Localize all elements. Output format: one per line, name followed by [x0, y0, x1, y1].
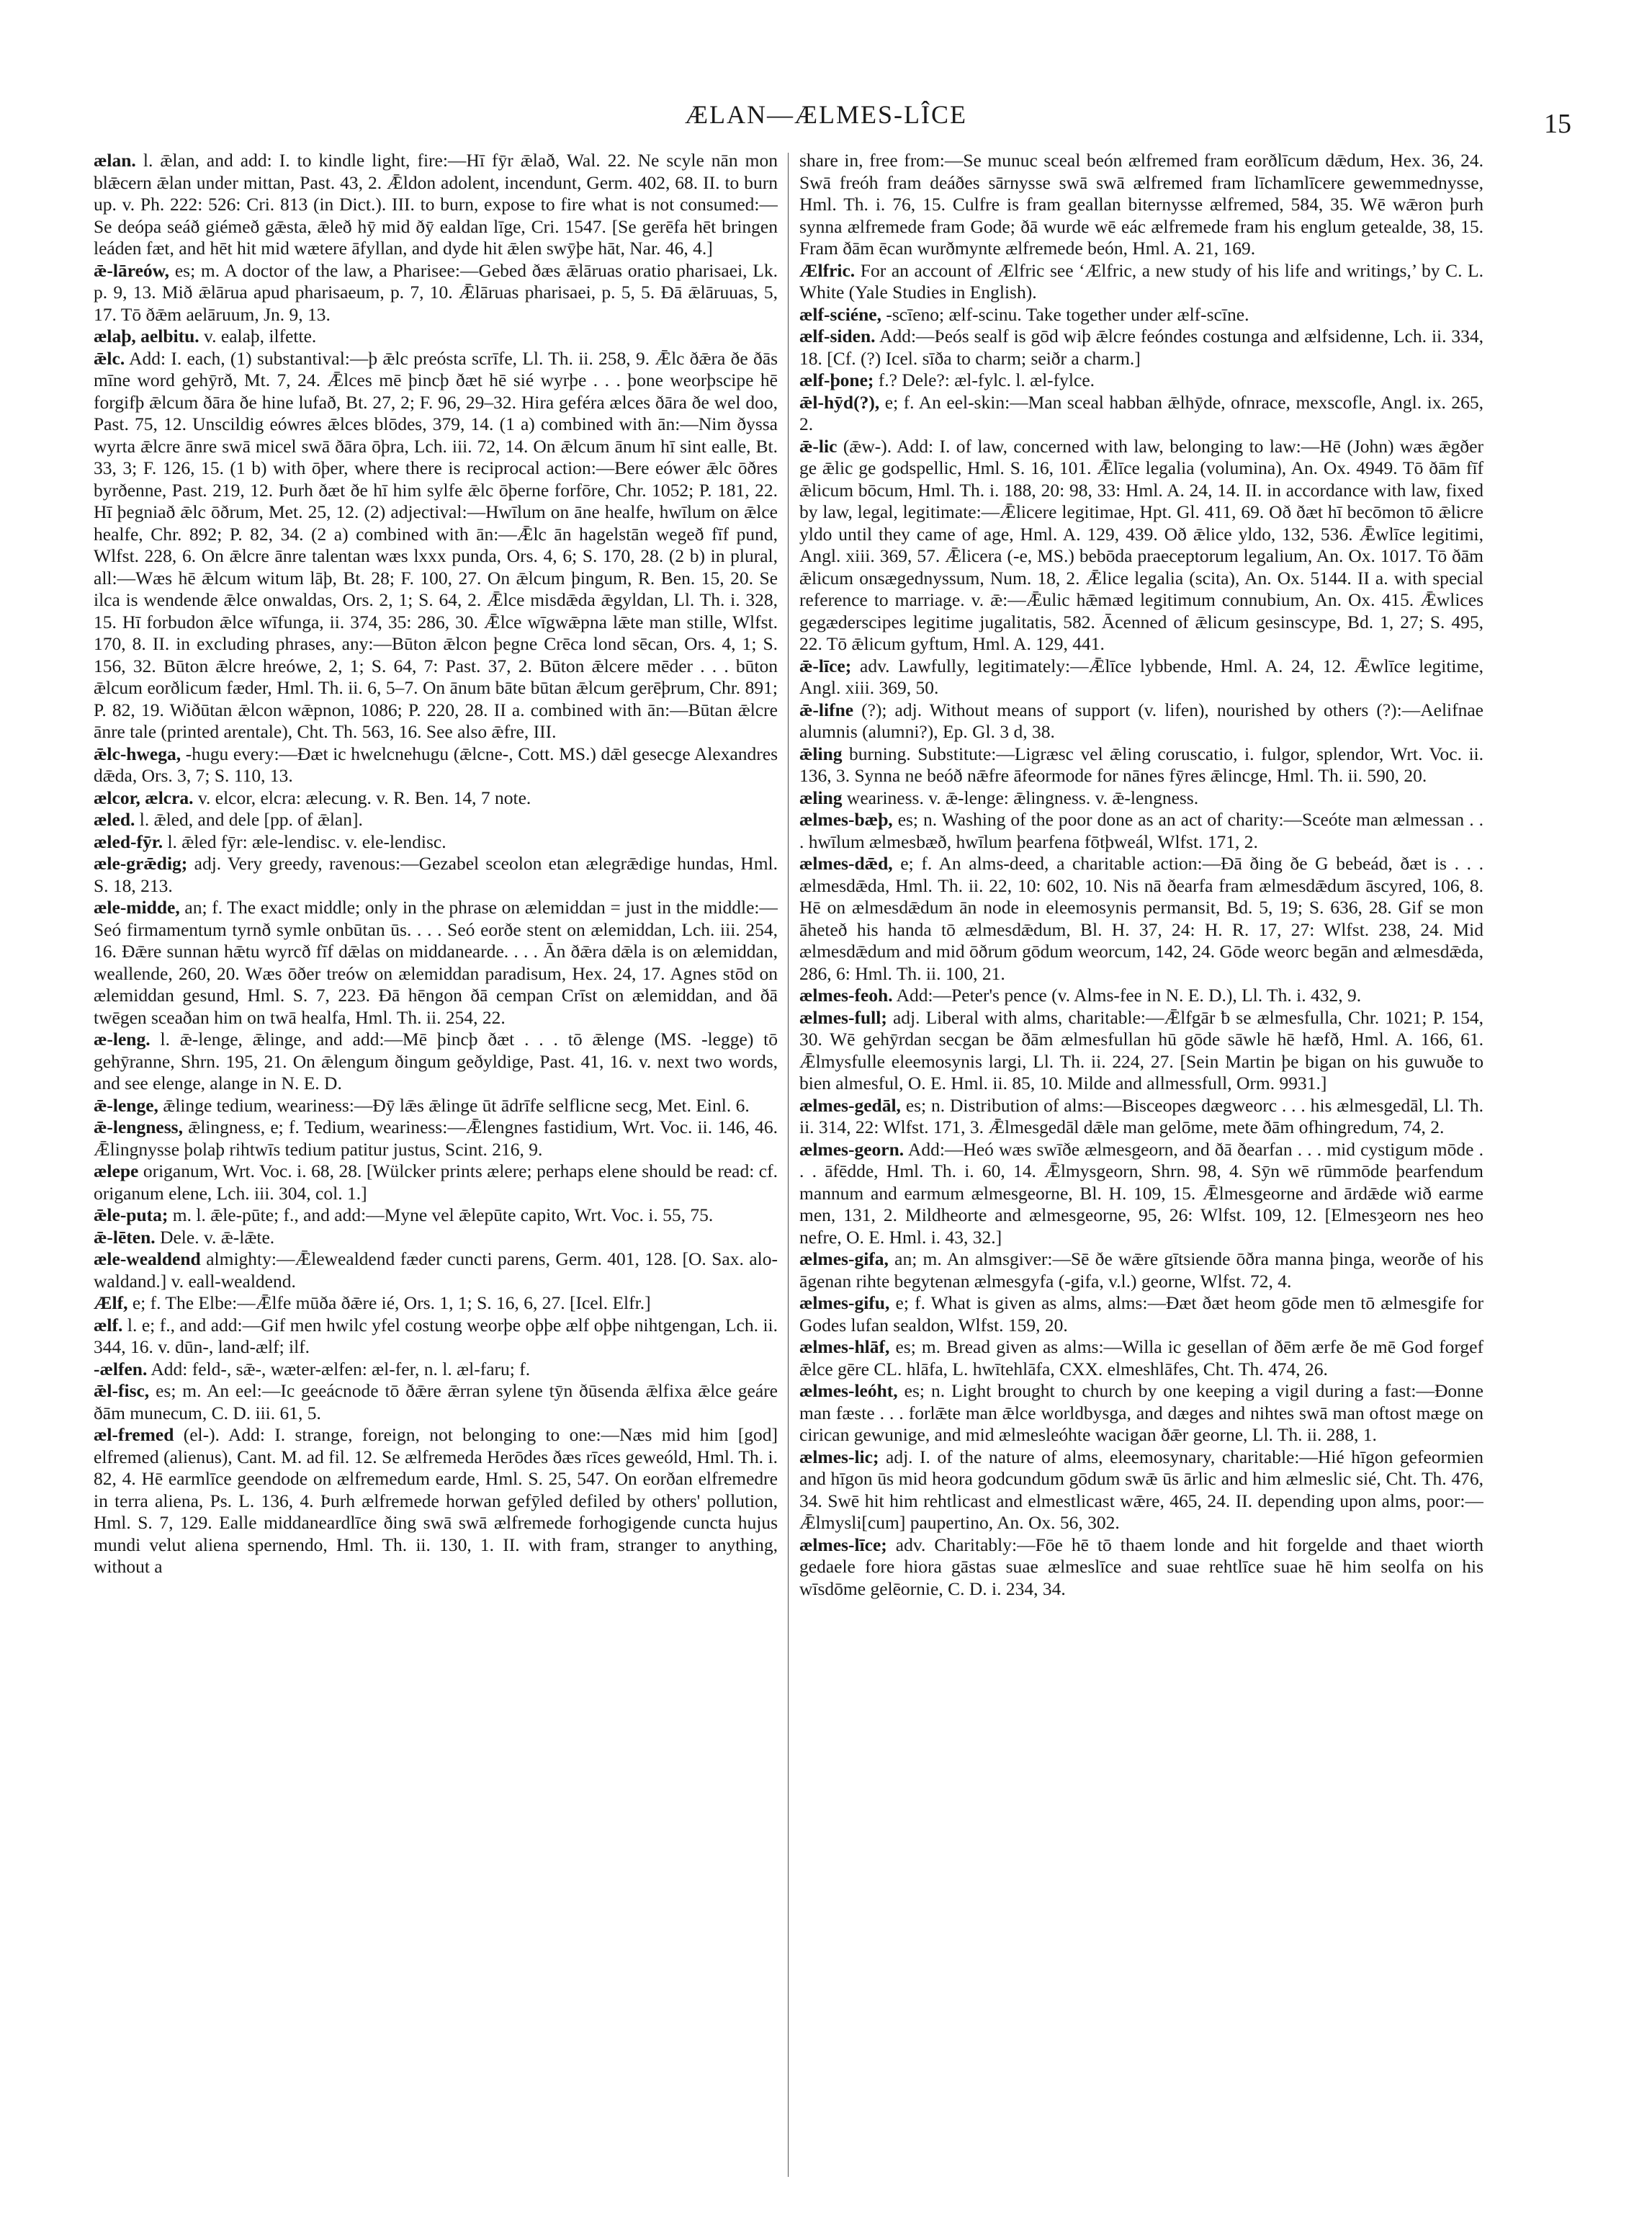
dictionary-entry: [94, 809, 778, 831]
entry-text: weariness. v. ǣ-lenge: ǣlingness. v. ǣ-lengness.: [846, 787, 1199, 808]
entry-headword: ælmes-leóht,: [799, 1380, 898, 1401]
dictionary-entry: [799, 304, 1483, 326]
entry-text: es; m. A doctor of the law, a Pharisee:—Gebed ðæs ǣlāruas oratio pharisaei, Lk. p. 9, 13. Mið ǣlārua apud pharisaeum, p. 7, 10. Ǣlāruas pharisaei, p. 5, 5. Ðā ǣlāruuas, 5, 17. Tō ðǣm aelāruum, Jn. 9, 13.: [94, 259, 778, 325]
entry-text: e; f. An eel-skin:—Man sceal habban ǣlhȳde, ofnrace, mexscofle, Angl. ix. 265, 2.: [799, 391, 1483, 434]
entry-text: Add:—Heó wæs swīðe ælmesgeorn, and ðā ðearfan . . . mid cystigum mōde . . . āfēdde, Hml. Th. i. 60, 14. Ǣlmysgeorn, Shrn. 98, 4. Sȳn wē rūmmōde þearfendum mannum and earmum ælmesgeorne, Bl. H. 109, 15. Ǣlmesgeorne and ārdǣde wið earme men, 131, 2. Mildheorte and ælmesgeorne, 95, 26: Wlfst. 109, 12. [Elmesȝeorn nes heo nefre, O. E. Hml. i. 43, 32.]: [799, 1138, 1483, 1248]
entry-headword: ǣ-lifne: [799, 699, 854, 720]
entry-text: Add:—Þeós sealf is gōd wiþ ǣlcre feóndes costunga and ælfsidenne, Lch. ii. 334, 18. [Cf. (?) Icel. sīða to charm; seiðr a charm.]: [799, 326, 1483, 369]
entry-text: (el-). Add: I. strange, foreign, not belonging to one:—Næs mid him [god] elfremed (alienus), Cant. M. ad fil. 12. Se ælfremeda Herōdes ðæs rīces geweóld, Hml. Th. i. 82, 4. Hē earmlīce geendode on ælfremedum earde, Hml. S. 25, 547. On eorðan elfremedre in terra aliena, Ps. L. 136, 4. Þurh ælfremede horwan gefȳled defiled by others' pollution, Hml. S. 7, 129. Ealle middaneardlīce ðing swā swā ælfremede forhogigende cuncta hujus mundi velut aliena spernendo, Hml. Th. ii. 130, 1. II. with fram, stranger to anything, without a: [94, 1424, 778, 1577]
entry-headword: æled-fȳr.: [94, 831, 163, 852]
entry-headword: ǣ-lāreów,: [94, 259, 170, 281]
dictionary-entry: [799, 1336, 1483, 1380]
dictionary-entry: [94, 1204, 778, 1227]
entry-text: l. ǣled, and dele [pp. of ǣlan].: [139, 809, 363, 830]
dictionary-entry: [799, 985, 1483, 1007]
dictionary-entry: [94, 150, 778, 260]
entry-headword: ælf-þone;: [799, 370, 874, 390]
entry-text: share in, free from:—Se munuc sceal beón ælfremed fram eorðlīcum dǣdum, Hex. 36, 24. Swā freóh fram deáðes sārnysse swā swā ælfremed fram līchamlīcere gewemmednysse, Hml. Th. i. 76, 15. Culfre is fram geallan biternysse ælfremed, 584, 35. Wē wǣron þurh synna ælfremede fram Gode; ðā wurde wē eác ælfremede fram his englum getealde, 38, 15. Fram ðām ēcan wurðmynte ælfremede beón, Hml. A. 21, 169.: [799, 150, 1483, 259]
entry-text: adv. Charitably:—Fōe hē tō thaem londe and hit forgelde and thaet wiorth gedaele fore hiora gāstas suae ælmeslīce and suae rehtlīce suae hē him seolfa on his wīsdōme gelēornie, C. D. i. 234, 34.: [799, 1534, 1483, 1599]
entry-text: es; n. Light brought to church by one keeping a vigil during a fast:—Ðonne man fæste . . . forlǣte man ǣlce worldbysga, and dæges and nihtes swā man oftost mæge on cirican gewunige, and mid ælmesleóhte wacigan ðǣr georne, Ll. Th. ii. 288, 1.: [799, 1380, 1483, 1445]
entry-text: v. ealaþ, ilfette.: [204, 326, 317, 346]
dictionary-entry: [94, 1359, 778, 1381]
dictionary-entry: [94, 1380, 778, 1424]
dictionary-entry: [799, 392, 1483, 436]
entry-text: e; f. An alms-deed, a charitable action:—Ðā ðing ðe G bebeád, ðæt is . . . ælmesdǣda, Hml. Th. ii. 22, 10: 602, 10. Nis nā ðearfa fram ælmesdǣdum āscyred, 106, 8. Hē on ælmesdǣdum ān node in eleemosynis permansit, Bd. 5, 19; S. 636, 28. Gif se mon āheteð his handa tō ælmesdǣdum, Bl. H. 37, 24: H. R. 17, 27: Wlfst. 238, 24. Mid ælmesdǣdum and mid ōðrum gōdum weorcum, 142, 24. Gōde weorc begān and ælmesdǣda, 286, 6: Hml. Th. ii. 100, 21.: [799, 853, 1483, 984]
dictionary-entry: [94, 260, 778, 326]
entry-text: Add:—Peter's pence (v. Alms-fee in N. E. D.), Ll. Th. i. 432, 9.: [896, 985, 1362, 1006]
entry-text: an; f. The exact middle; only in the phrase on ælemiddan = just in the middle:—Seó firmamentum tyrnð symle onbūtan ūs. . . . Seó eorðe stent on ælemiddan, Lch. iii. 254, 16. Ðǣre sunnan hǣtu wyrcð fīf dǣlas on middanearde. . . . Ān ðǣra dǣla is on ælemiddan, weallende, 260, 20. Wæs ōðer treów on ælemiddan paradisum, Hex. 24, 17. Agnes stōd on ælemiddan gesund, Hml. S. 7, 223. Ðā hēngon ðā cempan Crīst on ælemiddan, and ðā twēgen sceaðan him on twā healfa, Hml. Th. ii. 254, 22.: [94, 897, 778, 1028]
entry-headword: æle-midde,: [94, 897, 180, 918]
dictionary-entry: [799, 809, 1483, 853]
dictionary-entry: [799, 699, 1483, 743]
dictionary-entry: [799, 853, 1483, 985]
entry-headword: ælmes-feoh.: [799, 985, 893, 1006]
entry-headword: ælmes-gedāl,: [799, 1094, 901, 1116]
entry-text: l. ǣled fȳr: æle-lendisc. v. ele-lendisc.: [167, 831, 446, 852]
entry-headword: ǣlc-hwega,: [94, 743, 181, 764]
entry-headword: ælaþ, aelbitu.: [94, 326, 199, 346]
entry-headword: ǣ-lengness,: [94, 1117, 183, 1137]
entry-headword: ǣle-puta;: [94, 1204, 169, 1225]
entry-text: (?); adj. Without means of support (v. lifen), nourished by others (?):—Aelifnae alumnis (alumni?), Ep. Gl. 3 d, 38.: [799, 699, 1483, 742]
dictionary-entry: [94, 1117, 778, 1160]
entry-headword: ǣl-hȳd(?),: [799, 391, 880, 413]
dictionary-entry: [94, 1292, 778, 1315]
entry-headword: ǣling: [799, 743, 843, 764]
entry-text: For an account of Ælfric see ‘Ælfric, a new study of his life and writings,’ by C. L. White (Yale Studies in English).: [799, 259, 1483, 303]
dictionary-entry: [799, 1248, 1483, 1292]
dictionary-entry: [799, 1446, 1483, 1534]
entry-text: adv. Lawfully, legitimately:—Ǣlīce lybbende, Hml. A. 24, 12. Ǣwlīce legitime, Angl. xiii. 369, 50.: [799, 655, 1483, 698]
entry-headword: ǣ-lenge,: [94, 1094, 158, 1116]
dictionary-entry: [799, 326, 1483, 370]
entry-text: -hugu every:—Ðæt ic hwelcnehugu (ǣlcne-, Cott. MS.) dǣl gesecge Alexandres dǣda, Ors. 3, 7; S. 110, 13.: [94, 743, 778, 786]
dictionary-entry: [799, 656, 1483, 699]
entry-text: l. ǣlan, and add: I. to kindle light, fire:—Hī fȳr ǣlað, Wal. 22. Ne scyle nān mon blǣcern ǣlan under mittan, Past. 43, 2. Ǣldon adolent, incendunt, Germ. 402, 68. II. to burn up. v. Ph. 222: 526: Cri. 813 (in Dict.). III. to burn, expose to fire what is not consumed:—Se deópa seáð giémeð gǣsta, ǣleð hȳ mid ðȳ ealdan līge, Cri. 1547. [Se gerēfa hēt bringen leáden fæt, and hēt hit mid wætere āfyllan, and dyde hit ǣlen swȳþe hāt, Nar. 46, 4.]: [94, 150, 778, 259]
entry-text: Add: feld-, sǣ-, wæter-ælfen: æl-fer, n. l. æl-faru; f.: [151, 1358, 531, 1379]
entry-text: es; n. Distribution of alms:—Bisceopes dægweorc . . . his ælmesgedāl, Ll. Th. ii. 314, 22: Wlfst. 171, 3. Ǣlmesgedāl dǣle man gelōme, mete ðām ofhingredum, 74, 2.: [799, 1094, 1483, 1137]
entry-headword: Ælfric.: [799, 259, 856, 281]
entry-headword: ælcor, ælcra.: [94, 787, 194, 808]
entry-text: origanum, Wrt. Voc. i. 68, 28. [Wülcker prints ælere; perhaps elene should be read: cf. origanum elene, Lch. iii. 304, col. 1.]: [94, 1160, 778, 1204]
entry-headword: ælf-sciéne,: [799, 303, 882, 325]
entry-headword: ælmes-gifa,: [799, 1248, 889, 1269]
entry-headword: ælmes-full;: [799, 1006, 887, 1028]
entry-headword: ælmes-gifu,: [799, 1292, 890, 1313]
entry-text: ǣlingness, e; f. Tedium, weariness:—Ǣlengnes fastidium, Wrt. Voc. ii. 146, 46. Ǣlingnysse þolaþ rihtwīs tedium patitur justus, Scint. 216, 9.: [94, 1117, 778, 1160]
dictionary-entry: [94, 1160, 778, 1204]
entry-text: adj. Very greedy, ravenous:—Gezabel sceolon etan ælegrǣdige hundas, Hml. S. 18, 213.: [94, 853, 778, 896]
dictionary-entry: [799, 260, 1483, 304]
dictionary-entry: [799, 743, 1483, 787]
entry-headword: ǣ-līce;: [799, 655, 852, 676]
dictionary-entry: [799, 1534, 1483, 1601]
dictionary-entry: [94, 326, 778, 348]
dictionary-entry: [94, 1424, 778, 1578]
entry-headword: æling: [799, 787, 843, 808]
entry-text: (ǣw-). Add: I. of law, concerned with law, belonging to law:—Hē (John) wæs ǣgðer ge ǣlic ge godspellic, Hml. S. 16, 101. Ǣlīce legalia (volumina), An. Ox. 4949. Tō ðām fīf ǣlicum bōcum, Hml. Th. i. 188, 20: 98, 33: Hml. A. 24, 14. II. in accordance with law, fixed by law, legal, legitimate:—Ǣlicere legitimae, Hpt. Gl. 411, 69. Oð ðæt hī becōmon tō ǣlicre yldo until they came of age, Hml. A. 129, 439. Oð ǣlice yldo, 132, 536. Ǣwlīce legitimi, Angl. xiii. 369, 57. Ǣlicera (-e, MS.) bebōda praeceptorum legalium, An. Ox. 1017. Tō ðām ǣlicum onsægednyssum, Num. 18, 2. Ǣlice legalia (scita), An. Ox. 5144. II a. with special reference to marriage. v. ǣ:—Ǣulic hǣmæd legitimum connubium, An. Ox. 415. Ǣwlices gegæderscipes legitime jugalitatis, 582. Ācenned of ǣlicum gesinscype, Bd. 1, 27; S. 495, 22. Tō ǣlicum gyftum, Hml. A. 129, 441.: [799, 435, 1483, 654]
entry-headword: ælmes-līce;: [799, 1534, 887, 1555]
dictionary-entry: [799, 370, 1483, 392]
dictionary-entry: [799, 150, 1483, 260]
entry-text: burning. Substitute:—Ligræsc vel ǣling coruscatio, i. fulgor, splendor, Wrt. Voc. ii. 136, 3. Synna ne beóð nǣfre āfeormode for nānes fȳres ǣlincge, Hml. Th. ii. 590, 20.: [799, 743, 1483, 786]
right-column: [799, 150, 1483, 2167]
entry-text: v. elcor, elcra: ælecung. v. R. Ben. 14, 7 note.: [197, 787, 531, 808]
dictionary-entry: [94, 1248, 778, 1292]
dictionary-entry: [94, 897, 778, 1029]
entry-headword: ælepe: [94, 1160, 139, 1181]
entry-headword: æl-fremed: [94, 1424, 174, 1445]
entry-text: almighty:—Ǣlewealdend fæder cuncti parens, Germ. 401, 128. [O. Sax. alo-waldand.] v. eall-wealdend.: [94, 1248, 778, 1292]
dictionary-entry: [94, 743, 778, 787]
dictionary-entry: [94, 1227, 778, 1249]
page-number: 15: [1544, 109, 1571, 139]
dictionary-entry: [94, 1029, 778, 1095]
entry-text: l. e; f., and add:—Gif men hwilc yfel costung weorþe oþþe ælf oþþe nihtgengan, Lch. ii. 344, 16. v. dūn-, land-ælf; ilf.: [94, 1314, 778, 1357]
dictionary-entry: [94, 787, 778, 810]
entry-text: Dele. v. ǣ-lǣte.: [160, 1226, 275, 1248]
entry-text: adj. Liberal with alms, charitable:—Ǣlfgār ƀ se ælmesfulla, Chr. 1021; P. 154, 30. Wē gehȳrdan secgan be ðām ælmesfullan hū gōde sāwle hē hæfð, Hml. A. 166, 61. Ǣlmysfulle eleemosynis largi, Ll. Th. ii. 224, 27. [Sein Martin þe bigan on his guwuðe to bien almesful, O. E. Hml. ii. 85, 10. Milde and allmessfull, Orm. 9931.]: [799, 1006, 1483, 1093]
entry-headword: ǣlc.: [94, 347, 125, 369]
dictionary-entry: [799, 787, 1483, 810]
dictionary-entry: [94, 853, 778, 897]
entry-headword: ǣ-lēten.: [94, 1226, 156, 1248]
entry-headword: ælmes-dǣd,: [799, 853, 893, 874]
dictionary-entry: [94, 831, 778, 854]
entry-text: es; m. An eel:—Ic geeácnode tō ðǣre ǣrran sylene tȳn ðūsenda ǣlfixa ǣlce geáre ðām munecum, C. D. iii. 61, 5.: [94, 1380, 778, 1423]
entry-headword: Ælf,: [94, 1292, 128, 1313]
dictionary-entry: [799, 1380, 1483, 1446]
entry-text: m. l. ǣle-pūte; f., and add:—Myne vel ǣlepūte capito, Wrt. Voc. i. 55, 75.: [172, 1204, 714, 1225]
entry-headword: æle-grǣdig;: [94, 853, 188, 874]
entry-headword: ælmes-lic;: [799, 1446, 879, 1467]
dictionary-entry: [799, 1095, 1483, 1139]
entry-text: l. ǣ-lenge, ǣlinge, and add:—Mē þincþ ðæt . . . tō ǣlenge (MS. -legge) tō gehȳranne, Shrn. 195, 21. On ǣlengum ðingum geðyldige, Past. 41, 16. v. next two words, and see elenge, alange in N. E. D.: [94, 1029, 778, 1093]
entry-headword: ǣl-fisc,: [94, 1380, 150, 1401]
entry-text: an; m. An almsgiver:—Sē ðe wǣre gītsiende ōðra manna þinga, weorðe of his āgenan rihte begytenan ælmesgyfa (-gifa, v.l.) georne, Wlfst. 72, 4.: [799, 1248, 1483, 1292]
dictionary-entry: [799, 1292, 1483, 1336]
entry-text: f.? Dele?: æl-fylc. l. æl-fylce.: [878, 370, 1095, 390]
entry-text: adj. I. of the nature of alms, eleemosynary, charitable:—Hié hīgon gefeormien and hīgon ūs mid heora godcundum gōdum swǣ ūs ārlic and him ælmeslic sié, Cht. Th. 476, 34. Swē hit him rehtlicast and elmestlicast wǣre, 465, 24. II. depending upon alms, poor:—Ǣlmysli[cum] paupertino, An. Ox. 56, 302.: [799, 1446, 1483, 1533]
dictionary-entry: [799, 436, 1483, 656]
running-head: ÆLAN—ÆLMES-LÎCE: [685, 100, 967, 129]
entry-headword: æled.: [94, 809, 135, 830]
entry-text: Add: I. each, (1) substantival:—þ ǣlc preósta scrīfe, Ll. Th. ii. 258, 9. Ǣlc ðǣra ðe ðās mīne word gehȳrð, Mt. 7, 24. Ǣlces mē þincþ ðæt hē sié wyrþe . . . þone weorþscipe hē forgifþ ǣlcum ðāra ðe hine lufað, Bt. 27, 2; F. 96, 29–32. Hira geféra ælces ðāra ðe wel doo, Past. 75, 12. Unscildig eówres ǣlces blōdes, 379, 14. (1 a) combined with ān:—Nim ðyssa wyrta ǣlcre ānre swā micel swā ðāra ōþra, Lch. iii. 72, 14. On ǣlcum ānum hī sint ealle, Bt. 33, 3; F. 126, 15. (1 b) with ōþer, where there is reciprocal action:—Bere eówer ǣlc ōðres byrðenne, Past. 219, 12. Þurh ðæt ðe hī him sylfe ǣlc ōþerne forfōre, Chr. 1052; P. 181, 22. Hī þegniað ǣlc ōðrum, Met. 25, 12. (2) adjectival:—Hwīlum on āne healfe, hwīlum on ǣlce healfe, Chr. 892; P. 82, 34. (2 a) combined with ān:—Ǣlc ān hagelstān wegeð fīf pund, Wlfst. 228, 6. On ǣlcre ānre talentan wæs lxxx punda, Ors. 4, 6; S. 170, 28. (2 b) in plural, all:—Wæs hē ǣlcum witum lāþ, Bt. 28; F. 100, 27. On ǣlcum þingum, R. Ben. 15, 20. Se ilca is wendende ǣlce onwaldas, Ors. 2, 1; S. 64, 2. Ǣlce misdǣda ǣgyldan, Ll. Th. i. 328, 15. Hī forbudon ǣlce wīfunga, ii. 374, 35: 286, 30. Ǣlce wīgwǣpna lǣte man stille, Wlfst. 170, 8. II. in excluding phrases, any:—Būton ǣlcon þegne Crēca lond sēcan, Ors. 4, 1; S. 156, 32. Būton ǣlcre hreówe, 2, 1; S. 64, 7: Past. 37, 2. Būton ǣlcere mēder . . . būton ǣlcum eorðlicum fæder, Hml. Th. ii. 6, 5–7. On ānum bāte būtan ǣlcum gerēþrum, Chr. 891; P. 82, 19. Wiðūtan ǣlcon wǣpnon, 1086; P. 220, 28. II a. combined with ān:—Būtan ǣlcre ānre tale (printed arentale), Cht. Th. 563, 16. See also ǣfre, III.: [94, 347, 778, 742]
entry-headword: æ-leng.: [94, 1029, 151, 1050]
column-divider: [788, 153, 789, 2177]
entry-headword: ælmes-bæþ,: [799, 809, 893, 830]
entry-text: es; m. Bread given as alms:—Willa ic gesellan of ðēm ærfe ðe mē God forgef ǣlce gēre CL. hlāfa, L. hwītehlāfa, CXX. elmeshlāfes, Cht. Th. 474, 26.: [799, 1336, 1483, 1379]
entry-headword: ælmes-georn.: [799, 1138, 904, 1160]
left-column: [94, 150, 778, 2167]
dictionary-entry: [94, 1315, 778, 1359]
entry-text: e; f. What is given as alms, alms:—Ðæt ðæt heom gōde men tō ælmesgife for Godes lufan sealdon, Wlfst. 159, 20.: [799, 1292, 1483, 1336]
dictionary-entry: [94, 348, 778, 743]
dictionary-entry: [799, 1007, 1483, 1095]
entry-headword: -ælfen.: [94, 1358, 148, 1379]
dictionary-entry: [94, 1095, 778, 1117]
entry-headword: ælmes-hlāf,: [799, 1336, 890, 1357]
dictionary-entry: [799, 1139, 1483, 1249]
entry-headword: ǣ-lic: [799, 435, 838, 457]
entry-headword: ælf-siden.: [799, 326, 876, 346]
entry-text: ǣlinge tedium, weariness:—Ðȳ lǣs ǣlinge ūt ādrīfe selflicne secg, Met. Einl. 6.: [163, 1094, 750, 1116]
entry-headword: ælf.: [94, 1314, 123, 1336]
entry-headword: æle-wealdend: [94, 1248, 201, 1269]
entry-text: es; n. Washing of the poor done as an act of charity:—Sceóte man ælmessan . . . hwīlum ælmesbæð, hwīlum þearfena fōtþweál, Wlfst. 171, 2.: [799, 809, 1483, 852]
entry-text: -scīeno; ælf-scinu. Take together under ælf-scīne.: [886, 303, 1249, 325]
entry-headword: ælan.: [94, 150, 136, 171]
entry-text: e; f. The Elbe:—Ǣlfe mūða ðǣre ié, Ors. 1, 1; S. 16, 6, 27. [Icel. Elfr.]: [132, 1292, 651, 1313]
